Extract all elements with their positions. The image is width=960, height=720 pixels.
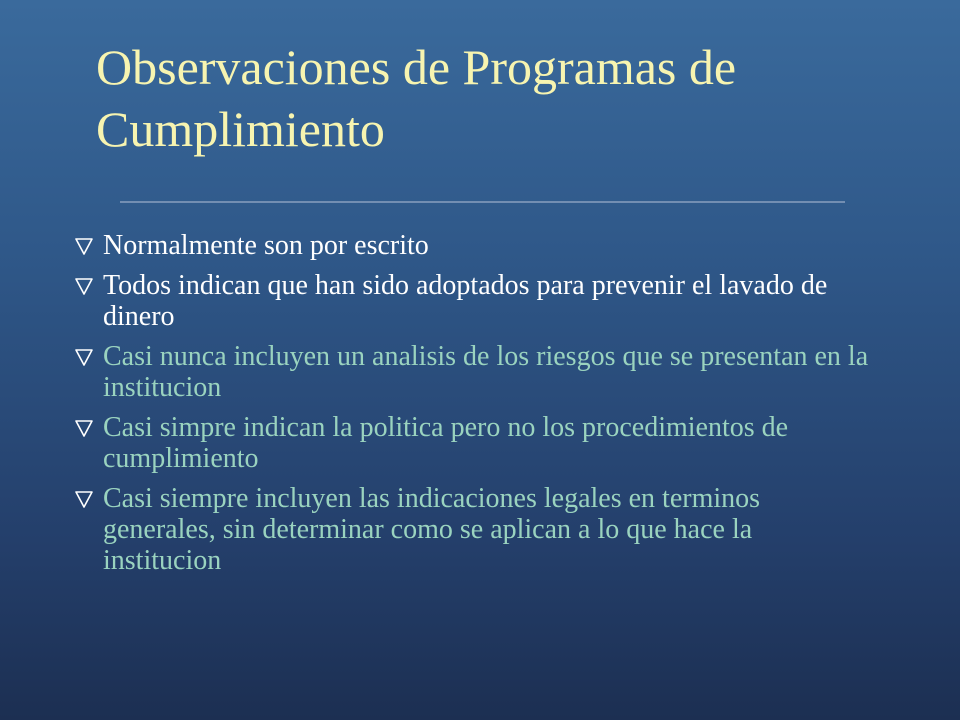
bullet-text: Todos indican que han sido adoptados para prevenir el lavado de dinero xyxy=(103,270,828,332)
bullet-list xyxy=(72,230,872,585)
bullet-item xyxy=(72,483,872,576)
down-triangle-bullet-icon xyxy=(74,347,94,367)
bullet-text: Casi simpre indican la politica pero no los procedimientos de cumplimiento xyxy=(103,412,789,474)
down-triangle-bullet-icon xyxy=(74,276,94,296)
bullet-text: Normalmente son por escrito xyxy=(103,230,429,261)
bullet-text: Casi siempre incluyen las indicaciones legales en terminos generales, sin determinar como se aplican a lo que hace la institucion xyxy=(103,483,761,576)
down-triangle-bullet-icon xyxy=(74,489,94,509)
down-triangle-bullet-icon xyxy=(74,418,94,438)
down-triangle-bullet-icon xyxy=(74,236,94,256)
bullet-item xyxy=(72,341,872,403)
bullet-item xyxy=(72,230,872,261)
slide-title: Observaciones de Programas de Cumplimiento xyxy=(96,39,737,157)
bullet-text: Casi nunca incluyen un analisis de los riesgos que se presentan en la institucion xyxy=(103,341,869,403)
bullet-item xyxy=(72,412,872,474)
title-divider xyxy=(120,201,845,203)
bullet-item xyxy=(72,270,872,332)
